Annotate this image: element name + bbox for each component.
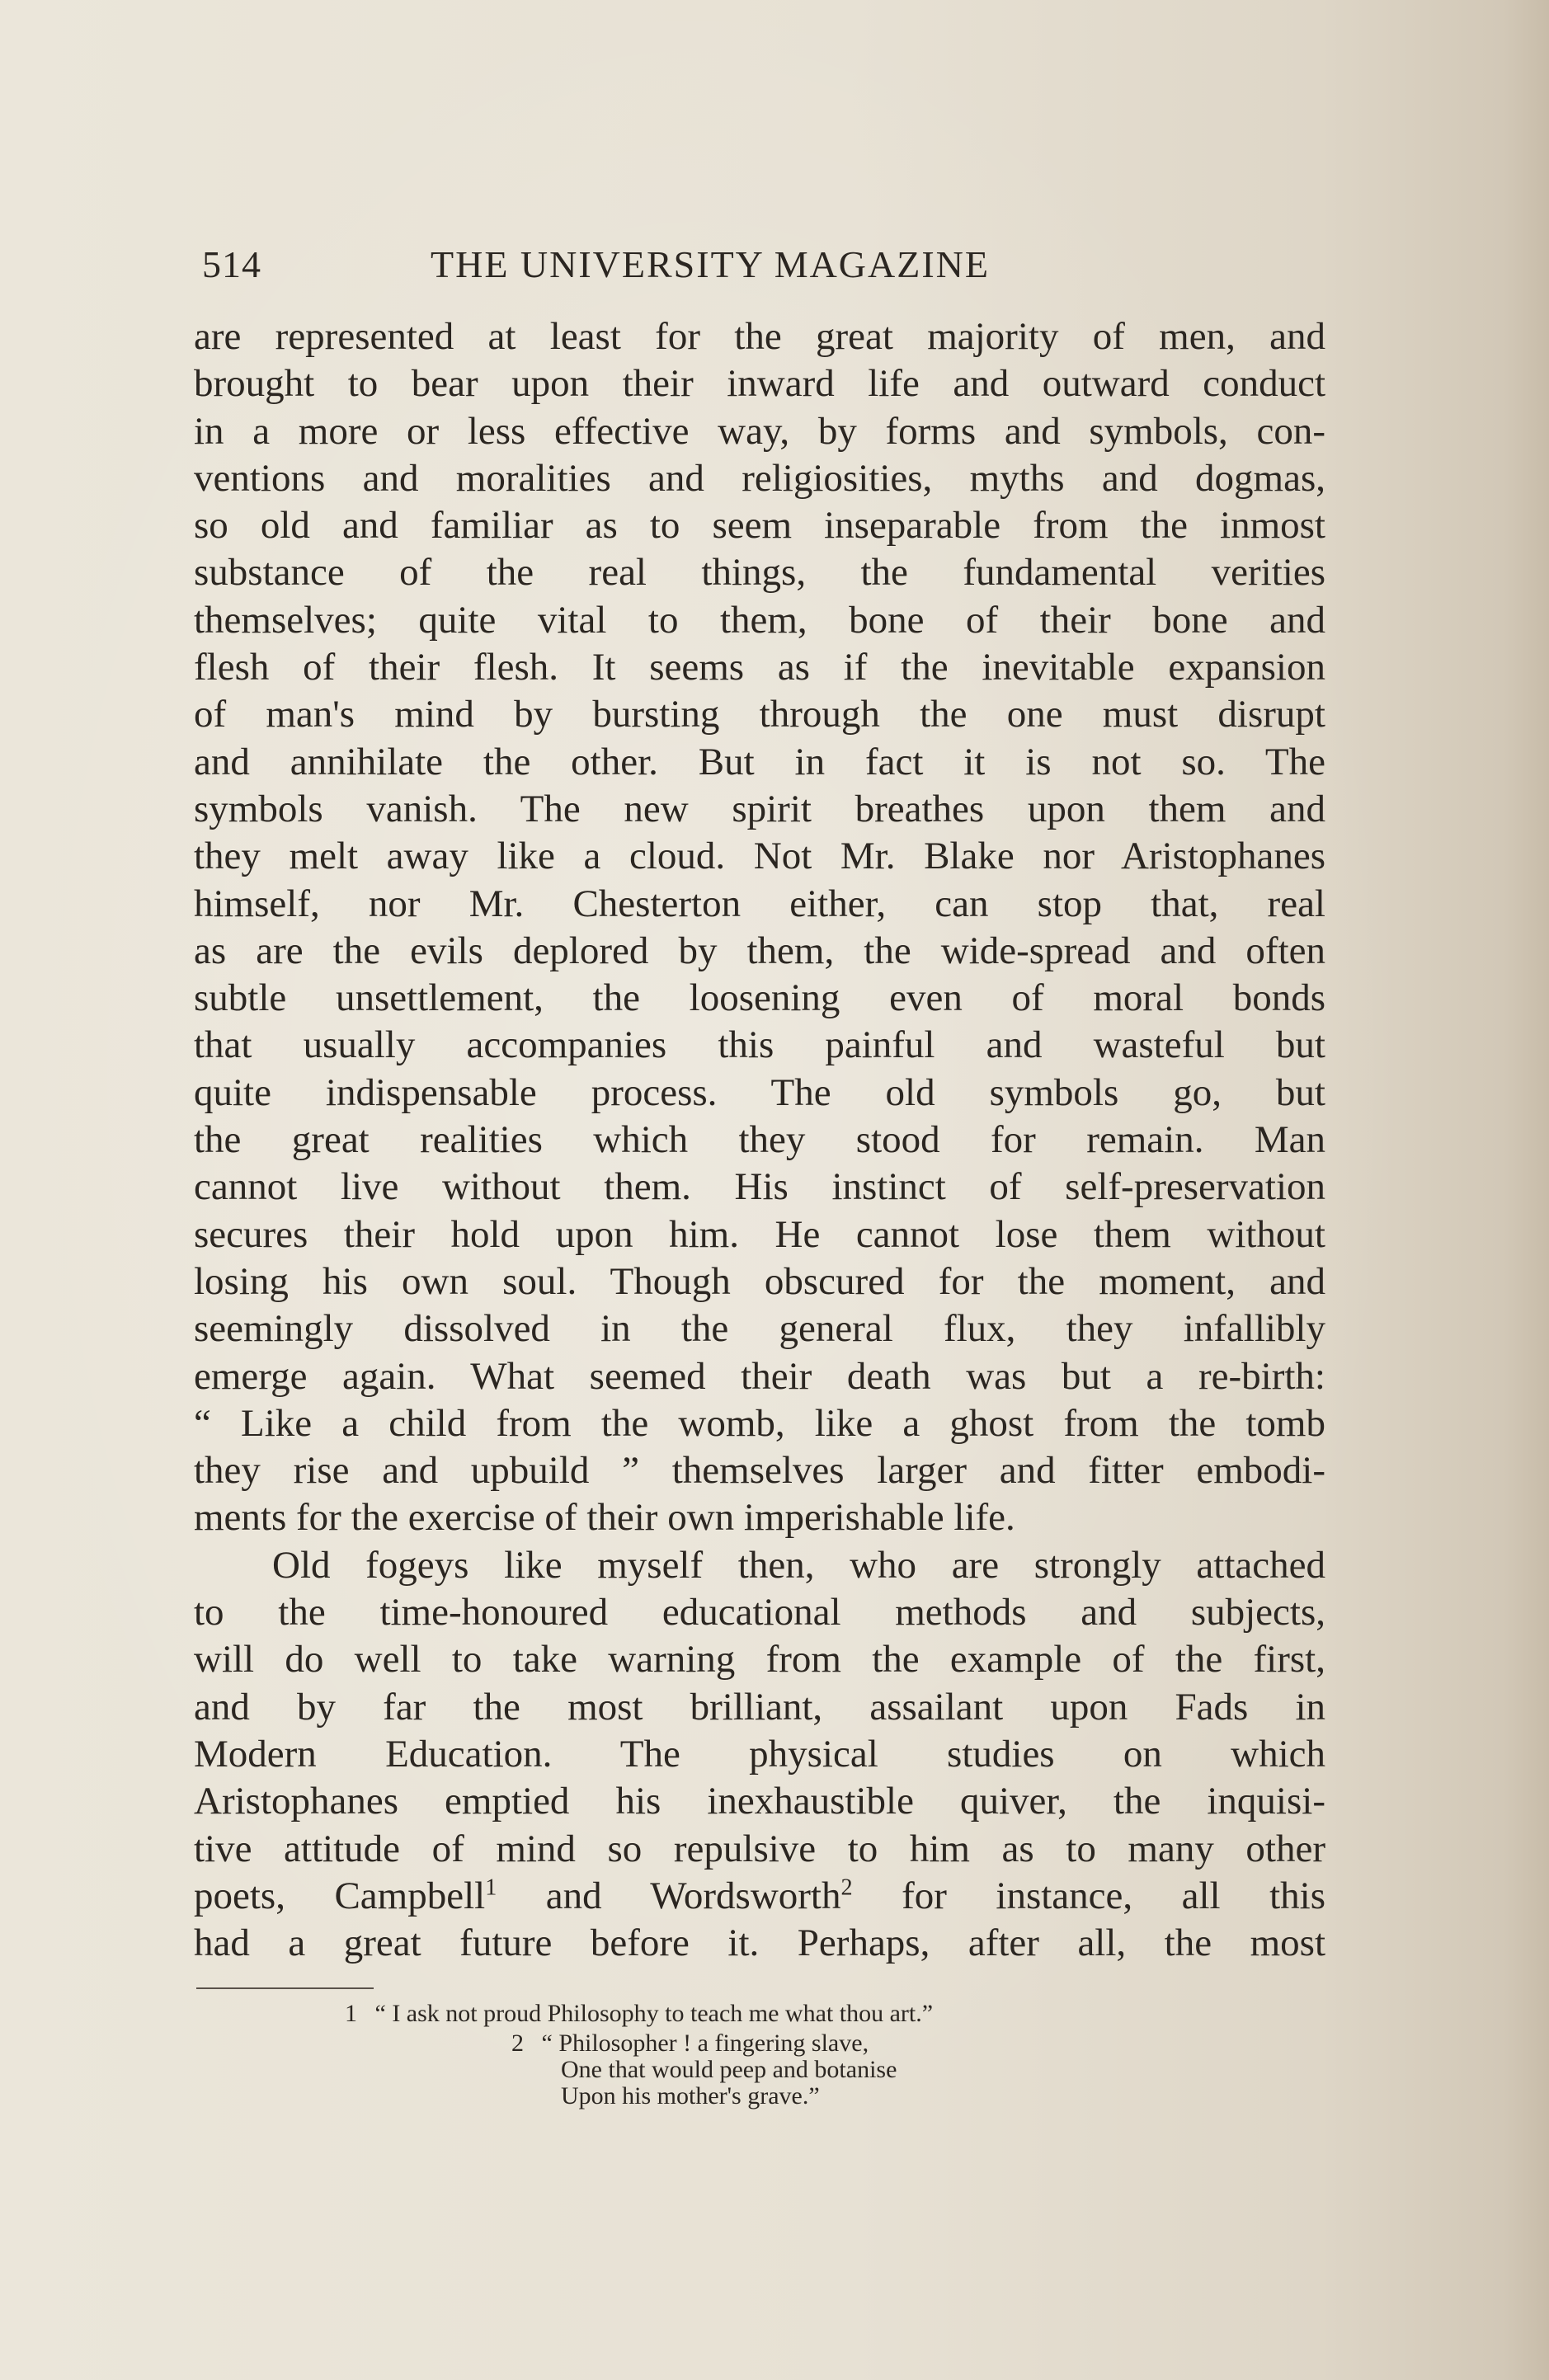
text-line: cannot live without them. His instinct of self-preservation (194, 1165, 1325, 1209)
text-line: to the time-honoured educational methods and subjects, (194, 1591, 1325, 1634)
text-line: the great realities which they stood for remain. Man (194, 1118, 1325, 1162)
footnote-2-line-2: One that would peep and botanise (561, 2056, 897, 2083)
text-line: substance of the real things, the fundamental verities (194, 551, 1325, 595)
text-line: of man's mind by bursting through the one must disrupt (194, 693, 1325, 736)
footnote-1 (345, 2000, 933, 2028)
footnote-marker: 1 (345, 2000, 357, 2027)
text-line: flesh of their flesh. It seems as if the inevitable expansion (194, 646, 1325, 689)
text-line: symbols vanish. The new spirit breathes upon them and (194, 787, 1325, 830)
text-line-with-footnote-refs (194, 1873, 1325, 1920)
text-line: will do well to take warning from the example of the first, (194, 1638, 1325, 1682)
footnote-ref-2: 2 (840, 1874, 853, 1901)
text-line: as are the evils deplored by them, the wide-spread and often (194, 929, 1325, 972)
text-segment: and Wordsworth (497, 1874, 841, 1917)
footnote-ref-1: 1 (485, 1874, 497, 1901)
footnote-2-line-3: Upon his mother's grave.” (561, 2082, 820, 2110)
page-number: 514 (202, 242, 261, 285)
page-header (202, 235, 1332, 293)
footnote-marker: 2 (511, 2030, 524, 2057)
text-line: Modern Education. The physical studies on which (194, 1732, 1325, 1776)
text-line: Aristophanes emptied his inexhaustible quiver, the inquisi- (194, 1780, 1325, 1823)
text-line: themselves; quite vital to them, bone of their bone and (194, 598, 1325, 642)
text-line: Old fogeys like myself then, who are strongly attached (272, 1543, 1325, 1587)
text-line: ventions and moralities and religiosities, myths and dogmas, (194, 456, 1325, 500)
text-line: quite indispensable process. The old symbols go, but (194, 1070, 1325, 1114)
text-line: secures their hold upon him. He cannot lose them without (194, 1212, 1325, 1256)
text-line: subtle unsettlement, the loosening even of moral bonds (194, 976, 1325, 1020)
text-line: they rise and upbuild ” themselves larger and fitter embodi- (194, 1449, 1325, 1493)
text-line: in a more or less effective way, by forms and symbols, con- (194, 409, 1325, 453)
text-line: so old and familiar as to seem inseparable from the inmost (194, 504, 1325, 548)
footnote-text: “ I ask not proud Philosophy to teach me what thou art.” (374, 2000, 934, 2027)
text-line: are represented at least for the great majority of men, and (194, 315, 1325, 358)
text-segment: for instance, all this (852, 1874, 1325, 1917)
text-line: brought to bear upon their inward life and outward conduct (194, 362, 1325, 406)
text-segment: poets, Campbell (194, 1874, 486, 1917)
text-line: himself, nor Mr. Chesterton either, can stop that, real (194, 882, 1325, 925)
body-text (194, 313, 1325, 1967)
footnote-divider (196, 1987, 374, 1989)
text-line: ments for the exercise of their own imperishable life. (194, 1496, 1015, 1540)
text-line: “ Like a child from the womb, like a ghost from the tomb (194, 1401, 1325, 1445)
text-line: and annihilate the other. But in fact it is not so. The (194, 740, 1325, 783)
running-title: THE UNIVERSITY MAGAZINE (431, 242, 990, 285)
text-line: and by far the most brilliant, assailant upon Fads in (194, 1685, 1325, 1729)
text-line: they melt away like a cloud. Not Mr. Blake nor Aristophanes (194, 835, 1325, 878)
footnote-text: “ Philosopher ! a fingering slave, (541, 2030, 869, 2057)
text-line: emerge again. What seemed their death was but a re-birth: (194, 1354, 1325, 1398)
text-line: that usually accompanies this painful and wasteful but (194, 1023, 1325, 1067)
text-line: tive attitude of mind so repulsive to him as to many other (194, 1827, 1325, 1870)
footnote-2 (511, 2030, 869, 2058)
text-line: seemingly dissolved in the general flux, they infallibly (194, 1307, 1325, 1351)
text-line: had a great future before it. Perhaps, after all, the most (194, 1921, 1325, 1965)
text-line: losing his own soul. Though obscured for the moment, and (194, 1259, 1325, 1303)
